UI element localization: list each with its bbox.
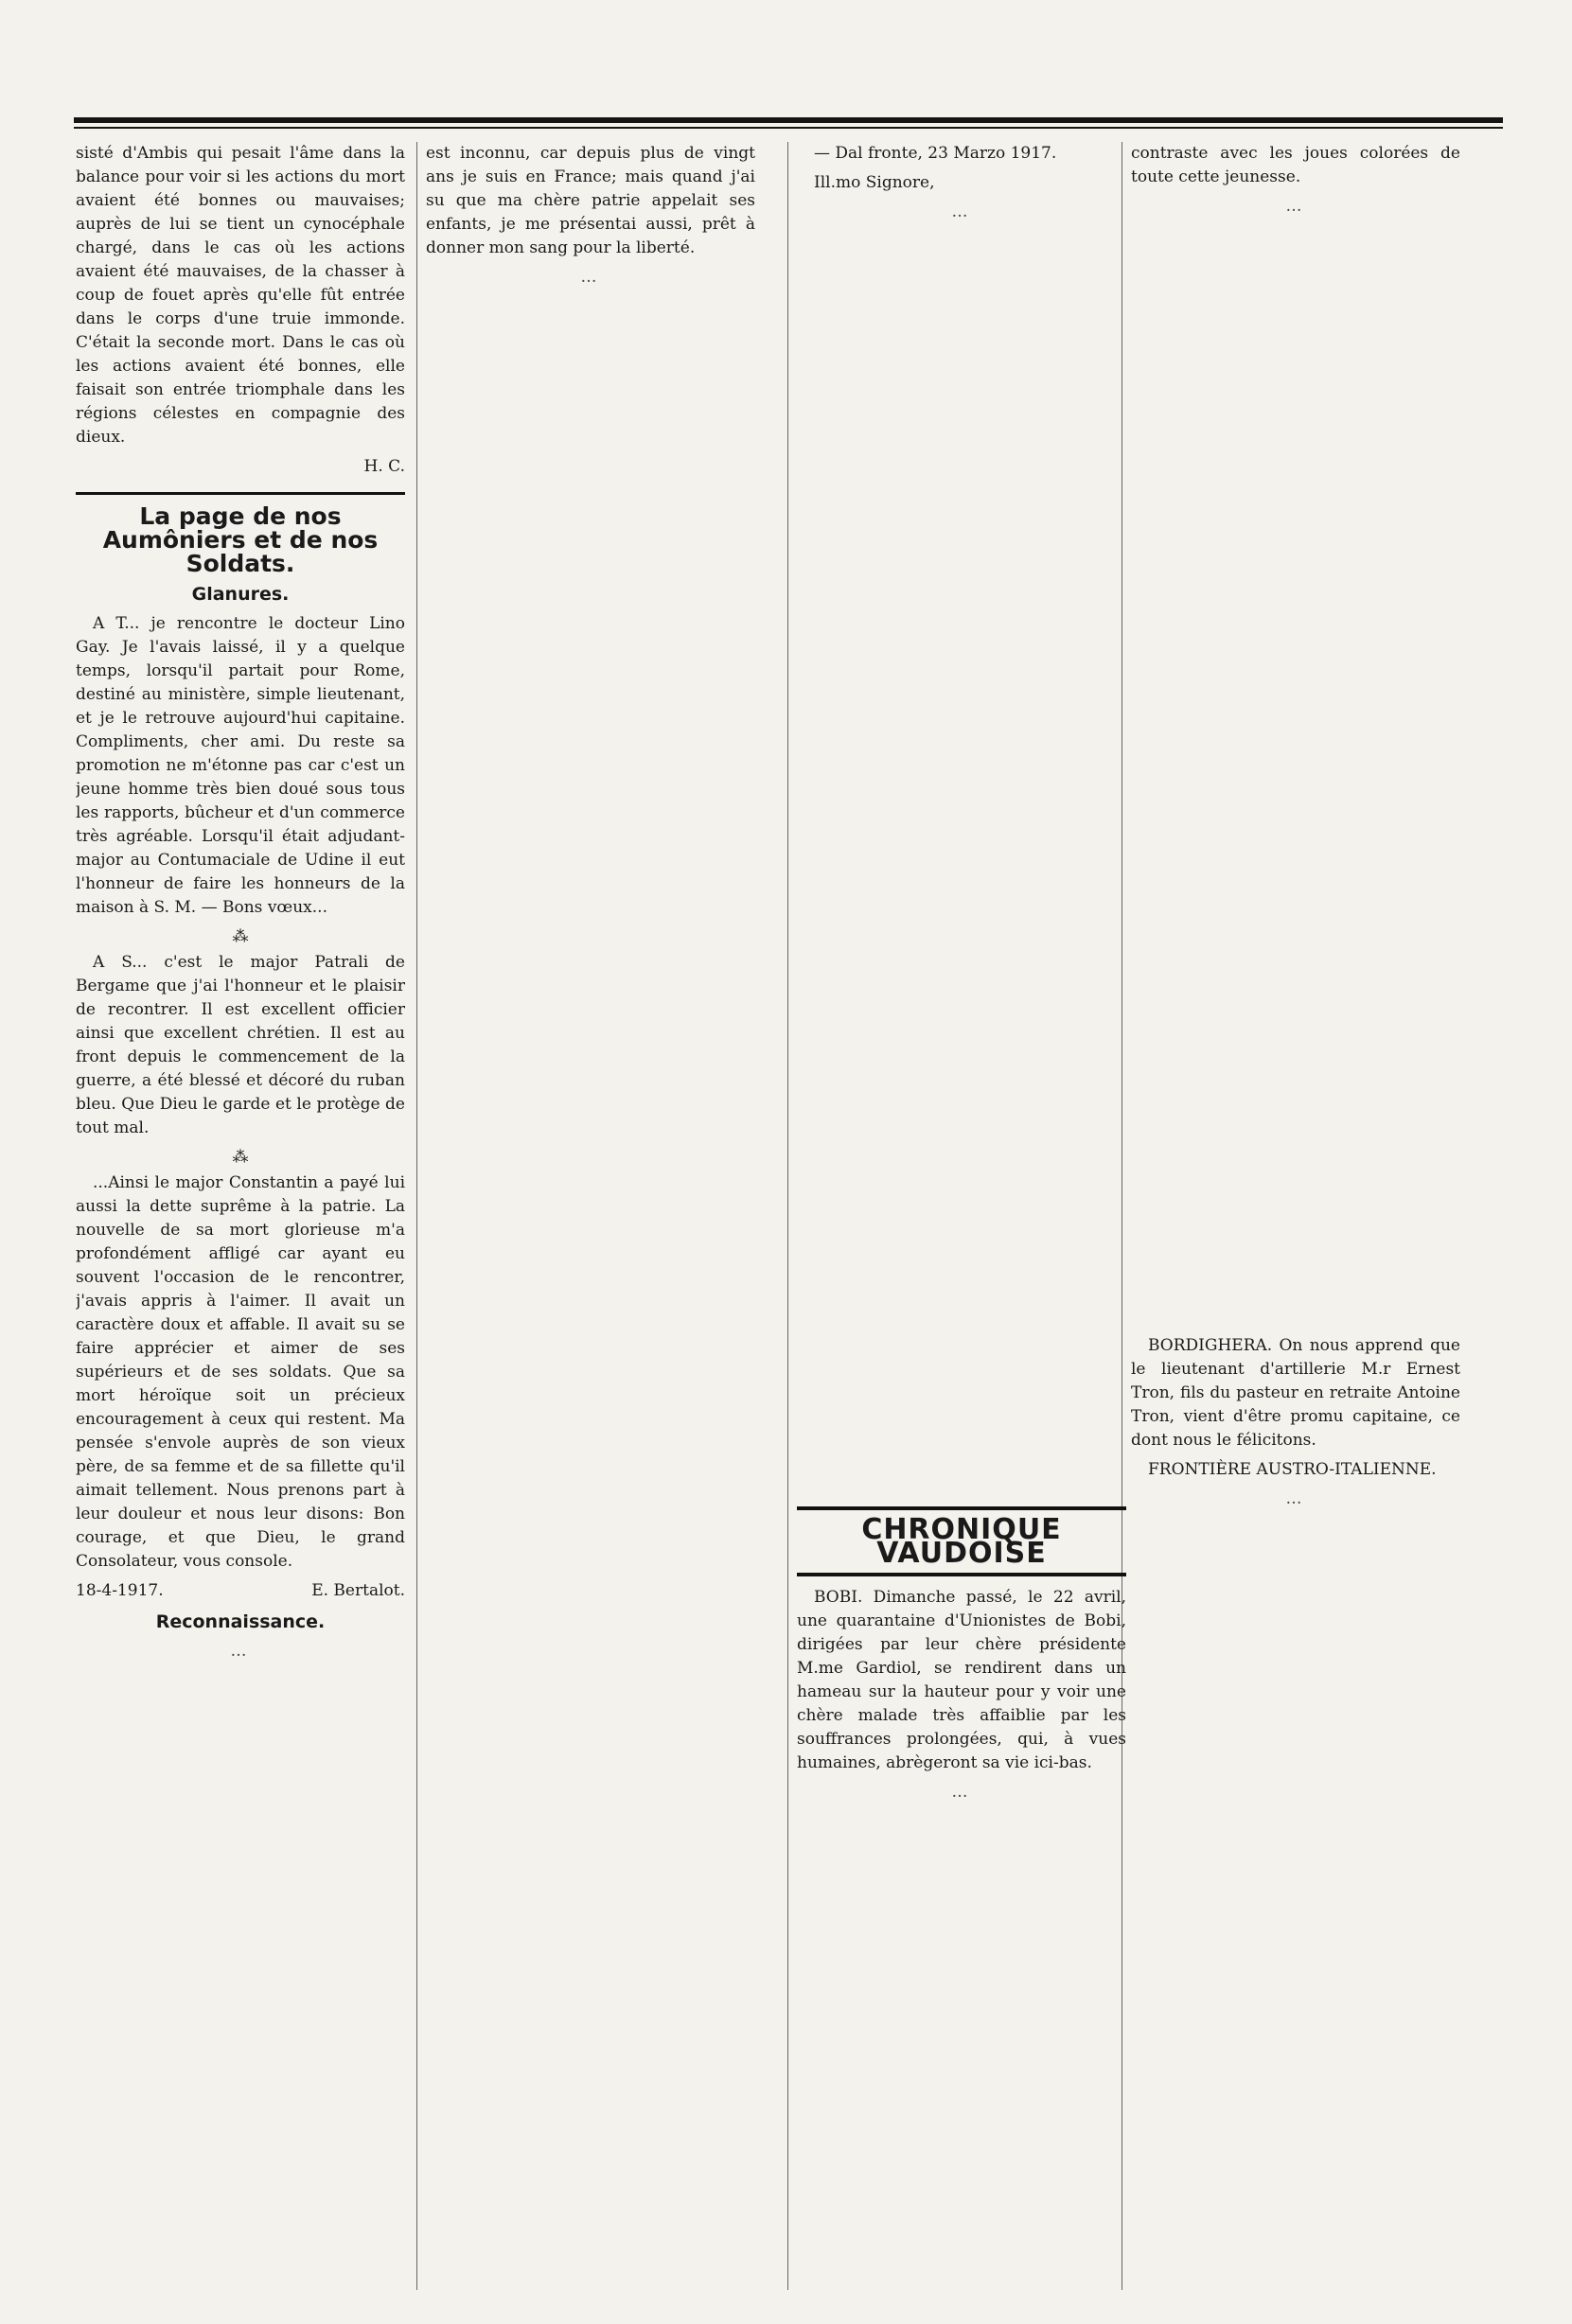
chronique-title: CHRONIQUE VAUDOISE	[797, 1506, 1126, 1576]
glanure-paragraph: A T... je rencontre le docteur Lino Gay. Je l'avais laissé, il y a quelque temps, lorsqu'il partait pour Rome, destiné au ministère, simple lieutenant, et je le retrouve aujourd'hui capitaine. Compliments, cher ami. Du reste sa promotion ne m'étonne pas car c'est un jeune homme très bien doué sous tous les rapports, bûcheur et d'un commerce très agréable. Lorsqu'il était adjudant-major au Contumaciale de Udine il eut l'honneur de faire les honneurs de la maison à S. M. — Bons vœux...	[76, 614, 405, 917]
glanure-paragraph: A S... c'est le major Patrali de Bergame que j'ai l'honneur et le plaisir de recontrer. Il est excellent officier ainsi que excellent chrétien. Il est au front depuis le commencement de la guerre, a été blessé et décoré du ruban bleu. Que Dieu le garde et le protège de tout mal.	[76, 953, 405, 1137]
column-1	[76, 142, 405, 2299]
omitted-text: …	[1285, 197, 1306, 216]
omitted-text: …	[580, 268, 601, 287]
date: 18-4-1917.	[76, 1581, 164, 1600]
omitted-text: …	[951, 1783, 972, 1802]
column-divider	[787, 142, 788, 2290]
omitted-text: …	[951, 202, 972, 221]
news-block	[1131, 1334, 1460, 1519]
letter-salutation: Ill.mo Signore,	[814, 173, 935, 192]
omitted-text: …	[230, 1642, 251, 1661]
asterism: ⁂	[232, 1148, 249, 1167]
letter-paragraph: est inconnu, car depuis plus de vingt ans je suis en France; mais quand j'ai su que ma chère patrie appelait ses enfants, je me présentai aussi, prêt à donner mon sang pour la liberté.	[426, 144, 755, 257]
chronique-block	[797, 1495, 1126, 1812]
chronique-paragraph: contraste avec les joues colorées de toute cette jeunesse.	[1131, 144, 1460, 186]
news-paragraph: FRONTIÈRE AUSTRO-ITALIENNE.	[1148, 1460, 1437, 1479]
column-divider	[416, 142, 417, 2290]
letter-dateline: — Dal fronte, 23 Marzo 1917.	[814, 144, 1057, 163]
omitted-text: …	[1285, 1489, 1306, 1508]
reconnaissance-title: Reconnaissance.	[155, 1611, 326, 1632]
news-paragraph: BORDIGHERA. On nous apprend que le lieutenant d'artillerie M.r Ernest Tron, fils du pasteur en retraite Antoine Tron, vient d'être promu capitaine, ce dont nous le félicitons.	[1131, 1336, 1460, 1450]
chronique-paragraph: BOBI. Dimanche passé, le 22 avril, une quarantaine d'Unionistes de Bobi, dirigées par leur chère présidente M.me Gardiol, se rendirent dans un hameau sur la hauteur pour y voir une chère malade très affaiblie par les souffrances prolongées, qui, à vues humaines, abrègeront sa vie ici-bas.	[797, 1588, 1126, 1772]
asterism: ⁂	[232, 927, 249, 946]
header-rule-thin	[74, 127, 1503, 129]
section-title: La page de nos Aumôniers et de nos Soldats.	[76, 492, 405, 575]
column-2	[426, 142, 755, 2299]
column-3	[797, 142, 1126, 2299]
glanures-title: Glanures.	[191, 584, 290, 605]
glanure-paragraph: ...Ainsi le major Constantin a payé lui aussi la dette suprême à la patrie. La nouvelle de sa mort glorieuse m'a profondément affligé car ayant eu souvent l'occasion de le rencontrer, j'avais appris à l'aimer. Il avait un caractère doux et affable. Il avait su se faire apprécier et aimer de ses supérieurs et de ses soldats. Que sa mort héroïque soit un précieux encouragement à ceux qui restent. Ma pensée s'envole auprès de son vieux père, de sa femme et de sa fillette qu'il aimait tellement. Nous prenons part à leur douleur et nous leur disons: Bon courage, et que Dieu, le grand Consolateur, vous console.	[76, 1173, 405, 1571]
article-signature: H. C.	[363, 457, 405, 476]
header-rule	[74, 117, 1503, 123]
dateline	[76, 1579, 405, 1603]
column-4	[1131, 142, 1460, 2299]
article-intro: sisté d'Ambis qui pesait l'âme dans la balance pour voir si les actions du mort avaient été bonnes ou mauvaises; auprès de lui se tient un cynocéphale chargé, dans le cas où les actions avaient été mauvaises, de la chasser à coup de fouet après qu'elle fût entrée dans le corps d'une truie immonde. C'était la seconde mort. Dans le cas où les actions avaient été bonnes, elle faisait son entrée triomphale dans les régions célestes en compagnie des dieux.	[76, 144, 405, 447]
signature: E. Bertalot.	[311, 1581, 405, 1600]
